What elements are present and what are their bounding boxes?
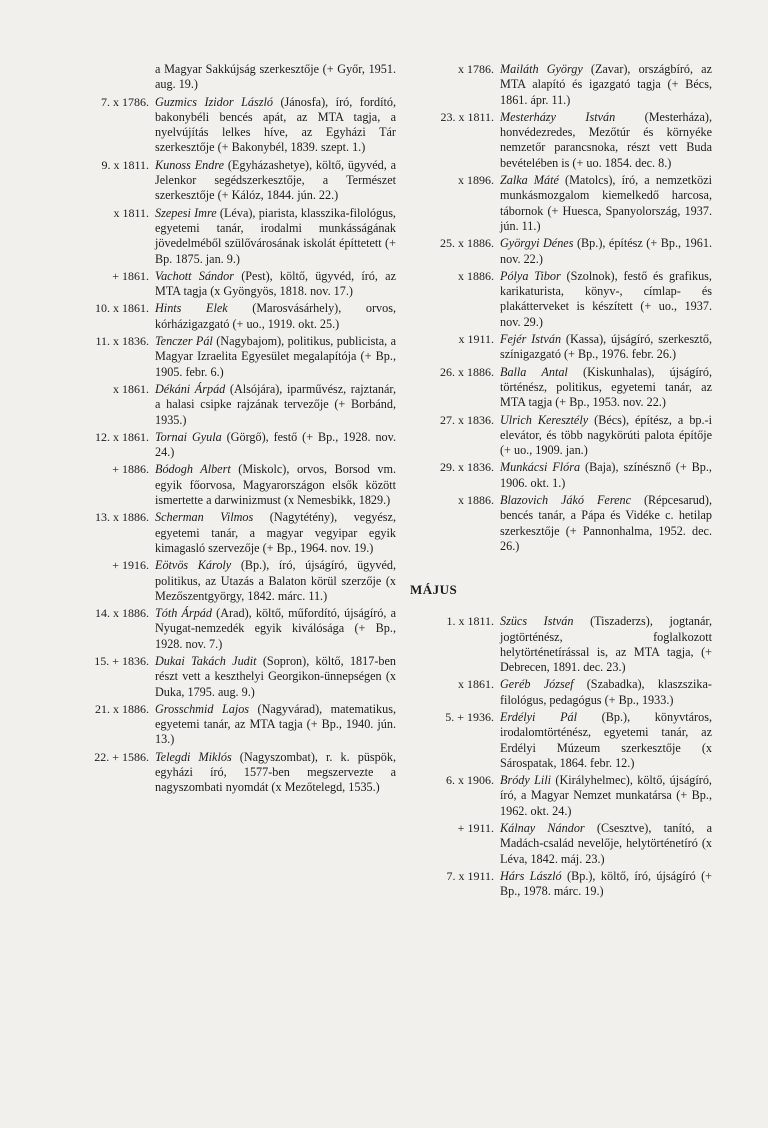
- entry-text: [155, 558, 396, 604]
- entry-description: (Szabadka), klaszszika-filológus, pedagógus (+ Bp., 1933.): [500, 677, 712, 707]
- calendar-entry: [78, 206, 396, 267]
- entry-description: (Mesterháza), honvédezredes, Mezőtúr és környéke nemzetőr parancsnoka, részt vett Buda bevételében is (+ uo. 1854. dec. 8.): [500, 109, 712, 170]
- entry-text: [155, 206, 396, 267]
- calendar-entry: [408, 493, 712, 554]
- entry-text: [155, 158, 396, 204]
- entry-description: (Baja), színésznő (+ Bp., 1906. okt. 1.): [500, 460, 712, 490]
- entry-person-name: Szücs István: [500, 614, 574, 629]
- entry-description: (Matolcs), író, a nemzetközi munkásmozgalom kiemelkedő harcosa, tábornok (+ Huesca, Spanyolország, 1937. jún. 11.): [500, 173, 712, 233]
- entry-date: 27. x 1836.: [440, 412, 494, 427]
- majus-entries: [408, 614, 712, 899]
- calendar-entry: [78, 430, 396, 461]
- entry-text: [155, 62, 396, 93]
- calendar-entry: [408, 236, 712, 267]
- entry-text: [155, 510, 396, 556]
- entry-person-name: Bódogh Albert: [155, 462, 231, 477]
- left-column: [78, 62, 396, 798]
- entry-person-name: Mailáth György: [500, 62, 583, 76]
- calendar-entry: [408, 413, 712, 459]
- entry-text: [500, 493, 712, 554]
- entry-date: 6. x 1906.: [446, 773, 494, 788]
- entry-text: [155, 750, 396, 796]
- entry-person-name: Dékáni Árpád: [155, 381, 226, 396]
- entry-date: 10. x 1861.: [95, 301, 149, 316]
- calendar-entry: [78, 334, 396, 380]
- calendar-entry: [408, 110, 712, 171]
- entry-person-name: Zalka Máté: [500, 173, 559, 188]
- calendar-entry: [78, 462, 396, 508]
- entry-description: (Léva), piarista, klasszika-filológus, egyetemi tanár, irodalmi munkásságának jövedelméből szülővárosának iskolát építtetett (+ Bp. 1875. jan. 9.): [155, 205, 396, 266]
- entry-description: (Marosvásárhely), orvos, kórházigazgató (+ uo., 1919. okt. 25.): [155, 301, 397, 331]
- entry-description: (Nagytétény), vegyész, egyetemi tanár, a magyar vegyipar egyik kimagasló szervezője (+ Bp., 1964. nov. 19.): [155, 510, 397, 555]
- entry-text: [155, 382, 396, 428]
- entry-description: (Szolnok), festő és grafikus, karikaturista, könyv-, címlap- és plakátterveket is készített (+ uo., 1937. nov. 29.): [500, 268, 712, 329]
- entry-description: (Jánosfa), író, fordító, bakonybéli bencés apát, az MTA tagja, a nyelvújítás lelkes híve, az Egyházi Tár szerkesztője (+ Bakonybél, 1839. szept. 1.): [155, 94, 396, 155]
- entry-person-name: Dukai Takách Judit: [155, 653, 257, 668]
- entry-text: [155, 702, 396, 748]
- entry-text: [500, 677, 712, 708]
- entry-description: (Bp.), költő, író, újságíró (+ Bp., 1978. márc. 19.): [500, 868, 713, 899]
- entry-text: [500, 62, 712, 108]
- entry-text: [500, 821, 712, 867]
- calendar-entry: [78, 382, 396, 428]
- calendar-entry: [78, 510, 396, 556]
- entry-description: (Bp.), könyvtáros, irodalomtörténész, egyetemi tanár, az Erdélyi Múzeum szerkesztője (x Sárospatak, 1864. febr. 12.): [500, 709, 712, 770]
- entry-text: [500, 110, 712, 171]
- entry-person-name: Eötvös Károly: [155, 558, 232, 573]
- entry-text: [500, 269, 712, 330]
- calendar-entry: [78, 750, 396, 796]
- entry-text: [500, 365, 712, 411]
- entry-text: [155, 95, 396, 156]
- entry-person-name: Tenczer Pál: [155, 334, 213, 349]
- calendar-entry: [78, 558, 396, 604]
- entry-text: [500, 173, 712, 234]
- entry-description: (Királyhelmec), költő, újságíró, író, a Magyar Nemzet munkatársa (+ Bp., 1962. okt. 24.): [500, 773, 712, 818]
- entry-description: (Egyházashetye), költő, ügyvéd, a Jelenkor segédszerkesztője, a Természet szerkesztője (+ Kálóz, 1844. jún. 22.): [155, 157, 396, 203]
- entry-date: x 1861.: [113, 381, 149, 396]
- entry-description: (Görgő), festő (+ Bp., 1928. nov. 24.): [155, 429, 396, 460]
- calendar-entry: [408, 269, 712, 330]
- entry-person-name: Hints Elek: [155, 301, 228, 316]
- entry-date: 5. + 1936.: [445, 709, 494, 724]
- entry-person-name: Vachott Sándor: [155, 268, 234, 283]
- entry-date: + 1916.: [112, 558, 149, 573]
- calendar-entry: [78, 269, 396, 300]
- entry-text: [500, 236, 712, 267]
- entry-description: (Arad), költő, műfordító, újságíró, a Nyugat-nemzedék egyik kiválósága (+ Bp., 1928. nov. 7.): [155, 606, 396, 651]
- entry-description: (Bécs), építész, a bp.-i elevátor, és több nagykörúti palota építője (+ uo., 1909. jan.): [500, 412, 712, 458]
- entry-person-name: Györgyi Dénes: [500, 236, 574, 251]
- calendar-entry: [78, 702, 396, 748]
- calendar-entry: [408, 173, 712, 234]
- entry-date: 23. x 1811.: [440, 109, 494, 124]
- entry-person-name: Erdélyi Pál: [500, 709, 578, 724]
- entry-date: x 1861.: [458, 677, 494, 692]
- entry-date: x 1886.: [458, 268, 494, 283]
- entry-date: x 1896.: [458, 173, 494, 188]
- entry-date: 14. x 1886.: [95, 606, 149, 621]
- entry-text: [500, 869, 712, 900]
- entry-person-name: Fejér István: [500, 332, 562, 347]
- calendar-entry: [78, 654, 396, 700]
- entry-text: [500, 710, 712, 771]
- entry-description: (Miskolc), orvos, Borsod vm. egyik főorvosa, Magyarországon elsők között ismertette a darwinizmust (x Nemesbikk, 1829.): [155, 462, 397, 508]
- entry-person-name: Guzmics Izidor László: [155, 94, 273, 109]
- entry-date: 7. x 1911.: [446, 868, 494, 883]
- entry-person-name: Hárs László: [500, 868, 562, 883]
- entry-date: 11. x 1836.: [95, 334, 149, 349]
- entry-text: [155, 462, 396, 508]
- entry-description: (Nagyvárad), matematikus, egyetemi tanár, az MTA tagja (+ Bp., 1940. jún. 13.): [155, 701, 396, 747]
- entry-date: 13. x 1886.: [95, 510, 149, 525]
- entry-text: [500, 614, 712, 675]
- entry-date: 21. x 1886.: [95, 701, 149, 716]
- entry-description: (Répcesarud), bencés tanár, a Pápa és Vidéke c. hetilap szerkesztője (+ Pannonhalma, 1952. dec. 26.): [500, 493, 712, 553]
- entry-date: 26. x 1886.: [440, 364, 494, 379]
- entry-date: 12. x 1861.: [95, 429, 149, 444]
- entry-description: (Kiskunhalas), újságíró, történész, politikus, egyetemi tanár, az MTA tagja (+ Bp., 1953. nov. 22.): [500, 364, 712, 410]
- entry-description: (Pest), költő, ügyvéd, író, az MTA tagja (x Gyöngyös, 1818. nov. 17.): [155, 268, 396, 299]
- entry-date: x 1786.: [458, 62, 494, 76]
- entry-description: (Kassa), újságíró, szerkesztő, színigazgató (+ Bp., 1976. febr. 26.): [500, 332, 712, 362]
- entry-description: (Zavar), országbíró, az MTA alapító és igazgató tagja (+ Bécs, 1861. ápr. 11.): [500, 62, 712, 107]
- entry-person-name: Tóth Árpád: [155, 606, 212, 621]
- entry-date: + 1886.: [112, 462, 149, 477]
- calendar-entry: [408, 614, 712, 675]
- section-title-majus: MÁJUS: [410, 582, 458, 598]
- calendar-entry: [408, 460, 712, 491]
- entry-date: x 1811.: [113, 205, 149, 220]
- calendar-entry: [408, 365, 712, 411]
- calendar-entry: [408, 332, 712, 363]
- entry-description: (Sopron), költő, 1817-ben részt vett a keszthelyi Georgikon-ünnepségen (x Duka, 1795. aug. 9.): [155, 653, 396, 699]
- entry-person-name: Kálnay Nándor: [500, 821, 585, 836]
- entry-date: 1. x 1811.: [446, 614, 494, 629]
- entry-text: [155, 334, 396, 380]
- entry-description: a Magyar Sakkújság szerkesztője (+ Győr, 1951. aug. 19.): [155, 62, 396, 92]
- entry-date: 7. x 1786.: [101, 94, 149, 109]
- entry-text: [155, 430, 396, 461]
- entry-person-name: Balla Antal: [500, 364, 568, 379]
- entry-person-name: Ulrich Keresztély: [500, 412, 589, 427]
- calendar-entry: [408, 773, 712, 819]
- entry-person-name: Pólya Tibor: [500, 268, 561, 283]
- entry-date: 22. + 1586.: [94, 749, 149, 764]
- calendar-entry: [78, 95, 396, 156]
- right-column: [408, 62, 712, 902]
- entry-date: 9. x 1811.: [101, 157, 149, 172]
- entry-person-name: Szepesi Imre: [155, 205, 217, 220]
- entry-date: 25. x 1886.: [440, 236, 494, 251]
- entry-text: [155, 301, 396, 332]
- entry-person-name: Grosschmid Lajos: [155, 701, 250, 716]
- calendar-entry: [408, 710, 712, 771]
- entry-description: (Tiszaderzs), jogtanár, jogtörténész, foglalkozott helytörténetírással is, az MTA tagja, (+ Debrecen, 1891. dec. 23.): [500, 614, 712, 675]
- entry-person-name: Telegdi Miklós: [155, 749, 232, 764]
- entry-text: [155, 654, 396, 700]
- entry-person-name: Bródy Lili: [500, 773, 552, 788]
- entry-date: 15. + 1836.: [94, 653, 149, 668]
- entry-text: [155, 606, 396, 652]
- entry-description: (Bp.), építész (+ Bp., 1961. nov. 22.): [500, 236, 712, 266]
- entry-text: [500, 460, 712, 491]
- entry-text: [500, 773, 712, 819]
- right-column-entries: [408, 62, 712, 554]
- entry-date: + 1911.: [457, 821, 494, 836]
- entry-person-name: Munkácsi Flóra: [500, 460, 581, 475]
- calendar-entry: [78, 62, 396, 93]
- calendar-entry: [408, 62, 712, 108]
- calendar-entry: [78, 158, 396, 204]
- calendar-entry: [78, 301, 396, 332]
- entry-text: [500, 332, 712, 363]
- entry-date: x 1886.: [458, 493, 494, 508]
- entry-person-name: Scherman Vilmos: [155, 510, 254, 525]
- entry-date: x 1911.: [458, 332, 494, 347]
- entry-description: (Nagybajom), politikus, publicista, a Magyar Izraelita Egyesület megalapítója (+ Bp., 1905. febr. 6.): [155, 334, 396, 379]
- entry-description: (Nagyszombat), r. k. püspök, egyházi író, 1577-ben megszervezte a nagyszombati nyomdát (x Mezőtelegd, 1535.): [155, 749, 396, 795]
- calendar-entry: [408, 869, 712, 900]
- entry-description: (Csesztve), tanító, a Madách-család nevelője, helytörténetíró (x Léva, 1842. máj. 23.): [500, 821, 713, 866]
- entry-description: (Bp.), író, újságíró, ügyvéd, politikus, az Utazás a Balaton körül szerzője (x Mezőszentgyörgy, 1842. márc. 11.): [155, 558, 396, 603]
- entry-text: [500, 413, 712, 459]
- calendar-entry: [78, 606, 396, 652]
- entry-person-name: Tornai Gyula: [155, 429, 222, 444]
- calendar-entry: [408, 821, 712, 867]
- entry-date: 29. x 1836.: [440, 460, 494, 475]
- calendar-entry: [408, 677, 712, 708]
- entry-date: + 1861.: [112, 268, 149, 283]
- entry-person-name: Kunoss Endre: [155, 157, 225, 172]
- entry-person-name: Geréb József: [500, 677, 574, 692]
- entry-text: [155, 269, 396, 300]
- entry-person-name: Blazovich Jákó Ferenc: [500, 493, 632, 508]
- entry-description: (Alsójára), iparművész, rajztanár, a halasi csipke rajzának tervezője (+ Borbánd, 1935.): [155, 381, 396, 427]
- entry-person-name: Mesterházy István: [500, 109, 616, 124]
